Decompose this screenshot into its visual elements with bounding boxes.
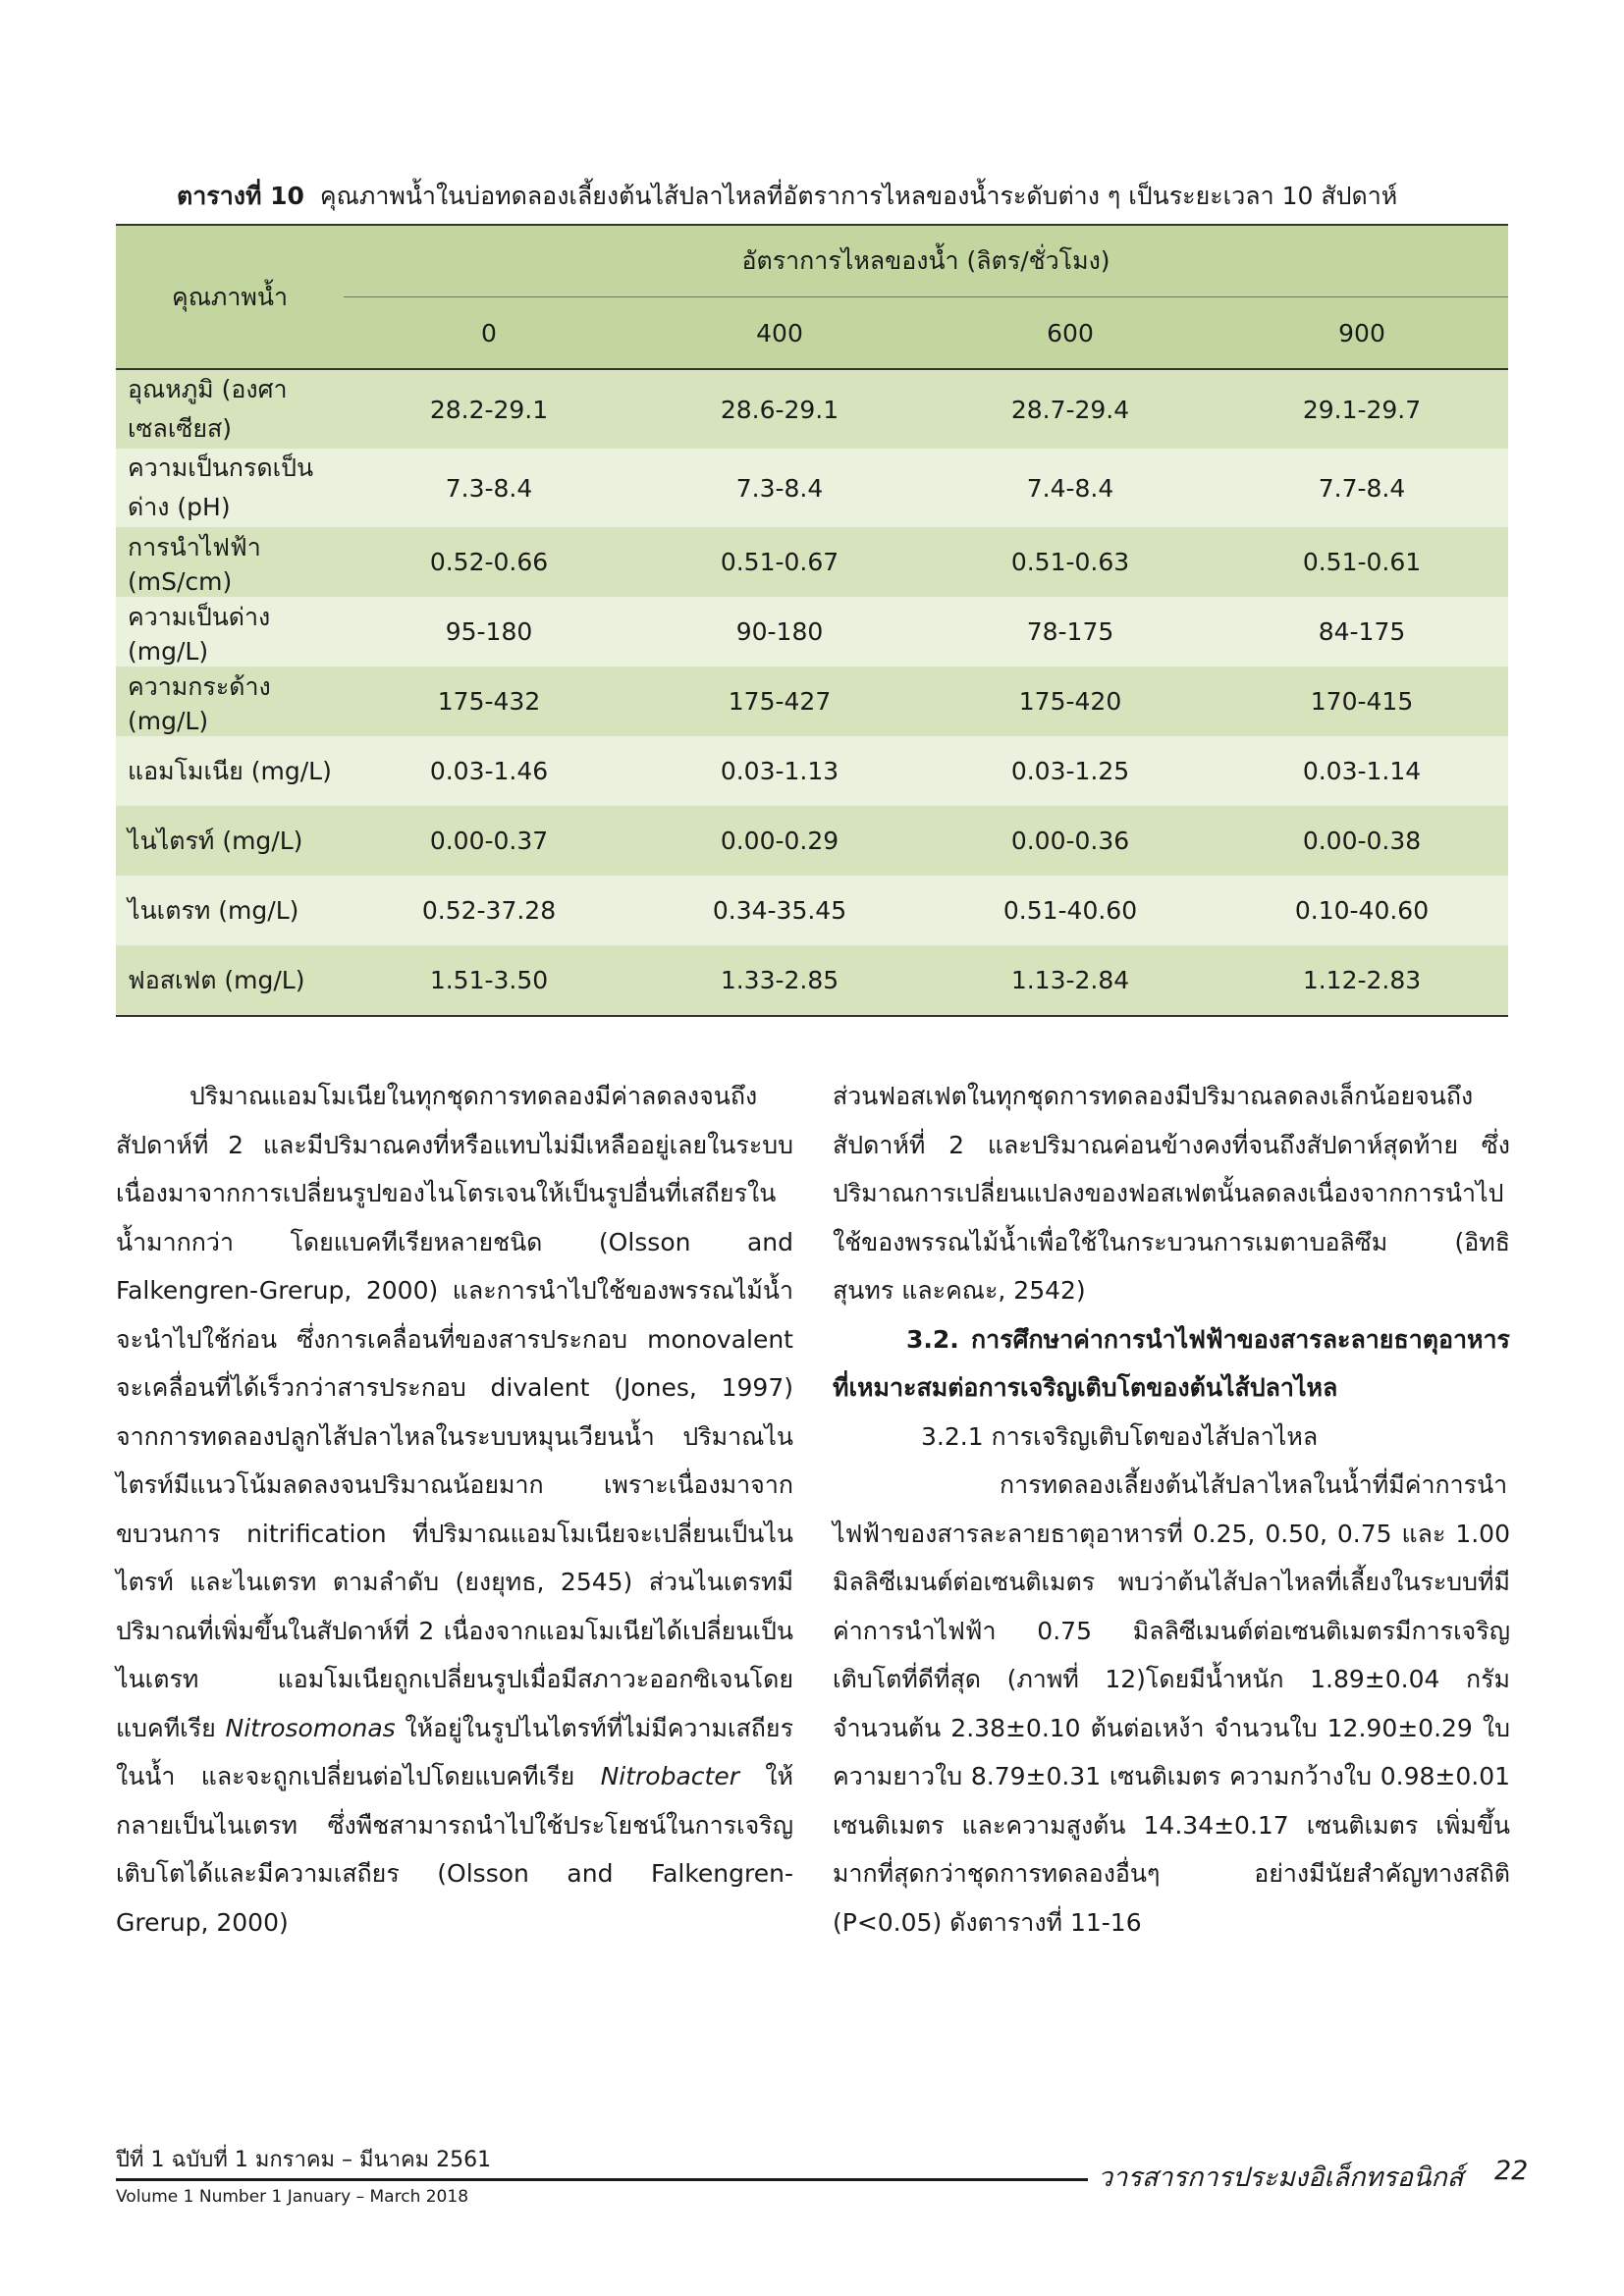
table-cell: 84-175 [1216, 597, 1508, 667]
table-cell: 28.7-29.4 [925, 369, 1216, 449]
table-cell: 29.1-29.7 [1216, 369, 1508, 449]
table-cell: 175-420 [925, 667, 1216, 736]
table-cell: 175-427 [634, 667, 925, 736]
paragraph-text: ให้อยู่ในรูปไนไตรท์ที่ไม่มีความเสถียรในน้ำ และจะถูกเปลี่ยนต่อไปโดยแบคทีเรีย [116, 1713, 793, 1790]
table-cell: 0.00-0.37 [344, 806, 634, 876]
table-cell: 0.03-1.25 [925, 736, 1216, 806]
water-quality-table [116, 224, 1508, 1017]
table-row [116, 597, 1508, 667]
row-parameter: ไนไตรท์ (mg/L) [116, 806, 344, 876]
table-cell: 28.6-29.1 [634, 369, 925, 449]
row-parameter: แอมโมเนีย (mg/L) [116, 736, 344, 806]
table-cell: 175-432 [344, 667, 634, 736]
table-cell: 90-180 [634, 597, 925, 667]
table-cell: 0.03-1.46 [344, 736, 634, 806]
row-parameter: ความกระด้าง (mg/L) [116, 667, 344, 736]
flow-rate-header: 400 [634, 297, 925, 370]
table-row [116, 527, 1508, 597]
page-number: 22 [1494, 2156, 1529, 2186]
table-caption [177, 177, 1551, 216]
row-parameter: ไนเตรท (mg/L) [116, 876, 344, 945]
right-column [833, 1072, 1510, 1947]
table-cell: 170-415 [1216, 667, 1508, 736]
table-cell: 0.10-40.60 [1216, 876, 1508, 945]
table-cell: 0.51-0.67 [634, 527, 925, 597]
table-cell: 0.52-37.28 [344, 876, 634, 945]
footer-issue-english: Volume 1 Number 1 January – March 2018 [116, 2187, 469, 2207]
table-row [116, 806, 1508, 876]
journal-name: วารสารการประมงอิเล็กทรอนิกส์ [1098, 2163, 1464, 2193]
table-group-header: อัตราการไหลของน้ำ (ลิตร/ชั่วโมง) [344, 225, 1508, 297]
row-parameter: อุณหภูมิ (องศาเซลเซียส) [116, 369, 344, 449]
table-cell: 7.4-8.4 [925, 449, 1216, 527]
table-caption-label: ตารางที่ 10 [177, 182, 304, 210]
row-parameter: ความเป็นกรดเป็นด่าง (pH) [116, 449, 344, 527]
paragraph-text: ปริมาณแอมโมเนียในทุกชุดการทดลองมีค่าลดลงจนถึงสัปดาห์ที่ 2 และมีปริมาณคงที่หรือแทบไม่มีเหลืออยู่เลยในระบบ เนื่องมาจากการเปลี่ยนรูปของไนโตรเจนให้เป็นรูปอื่นที่เสถียรในน้ำมากกว่า โดยแบคทีเรียหลายชนิด (Olsson and Falkengren-Grerup, 2000) และการนำไปใช้ของพรรณไม้น้ำจะนำไปใช้ก่อน ซึ่งการเคลื่อนที่ของสารประกอบ monovalent จะเคลื่อนที่ได้เร็วกว่าสารประกอบ divalent (Jones, 1997) จากการทดลองปลูกไส้ปลาไหลในระบบหมุนเวียนน้ำ ปริมาณไนไตรท์มีแนวโน้มลดลงจนปริมาณน้อยมาก เพราะเนื่องมาจากขบวนการ nitrification ที่ปริมาณแอมโมเนียจะเปลี่ยนเป็นไนไตรท์ และไนเตรท ตามลำดับ (ยงยุทธ, 2545) ส่วนไนเตรทมีปริมาณที่เพิ่มขึ้นในสัปดาห์ที่ 2 เนื่องจากแอมโมเนียได้เปลี่ยนเป็นไนเตรท แอมโมเนียถูกเปลี่ยนรูปเมื่อมีสภาวะออกซิเจนโดยแบคทีเรีย [116, 1082, 793, 1742]
table-row [116, 667, 1508, 736]
table-caption-text: คุณภาพน้ำในบ่อทดลองเลี้ยงต้นไส้ปลาไหลที่อัตราการไหลของน้ำระดับต่าง ๆ เป็นระยะเวลา 10 สัปดาห์ [319, 182, 1398, 210]
table-cell: 7.7-8.4 [1216, 449, 1508, 527]
table-cell: 0.51-0.63 [925, 527, 1216, 597]
paragraph-text: ให้กลายเป็นไนเตรท ซึ่งพืชสามารถนำไปใช้ประโยชน์ในการเจริญเติบโตได้และมีความเสถียร (Olsson and Falkengren-Grerup, 2000) [116, 1762, 793, 1937]
table-cell: 0.34-35.45 [634, 876, 925, 945]
table-cell: 0.51-40.60 [925, 876, 1216, 945]
flow-rate-header: 0 [344, 297, 634, 370]
row-parameter: ความเป็นด่าง (mg/L) [116, 597, 344, 667]
table-row [116, 876, 1508, 945]
bacteria-name: Nitrobacter [600, 1762, 739, 1790]
table-cell: 0.00-0.29 [634, 806, 925, 876]
footer-rule [116, 2178, 1088, 2181]
body-paragraph: การทดลองเลี้ยงต้นไส้ปลาไหลในน้ำที่มีค่าการนำไฟฟ้าของสารละลายธาตุอาหารที่ 0.25, 0.50, 0.75 และ 1.00 มิลลิซีเมนต์ต่อเซนติเมตร พบว่าต้นไส้ปลาไหลที่เลี้ยงในระบบที่มีค่าการนำไฟฟ้า 0.75 มิลลิซีเมนต์ต่อเซนติเมตรมีการเจริญเติบโตที่ดีที่สุด (ภาพที่ 12)โดยมีน้ำหนัก 1.89±0.04 กรัม จำนวนต้น 2.38±0.10 ต้นต่อเหง้า จำนวนใบ 12.90±0.29 ใบ ความยาวใบ 8.79±0.31 เซนติเมตร ความกว้างใบ 0.98±0.01 เซนติเมตร และความสูงต้น 14.34±0.17 เซนติเมตร เพิ่มขึ้นมากที่สุดกว่าชุดการทดลองอื่นๆ อย่างมีนัยสำคัญทางสถิติ (P<0.05) ดังตารางที่ 11-16 [833, 1470, 1510, 1937]
table-cell: 7.3-8.4 [634, 449, 925, 527]
table-cell: 1.51-3.50 [344, 945, 634, 1016]
table-row [116, 945, 1508, 1016]
table-cell: 0.00-0.36 [925, 806, 1216, 876]
table-cell: 95-180 [344, 597, 634, 667]
table-cell: 7.3-8.4 [344, 449, 634, 527]
footer-issue-thai: ปีที่ 1 ฉบับที่ 1 มกราคม – มีนาคม 2561 [116, 2148, 492, 2172]
bacteria-name: Nitrosomonas [225, 1713, 396, 1742]
flow-rate-header: 600 [925, 297, 1216, 370]
table-row [116, 369, 1508, 449]
table-cell: 1.13-2.84 [925, 945, 1216, 1016]
table-cell: 1.33-2.85 [634, 945, 925, 1016]
table-cell: 78-175 [925, 597, 1216, 667]
table-cell: 1.12-2.83 [1216, 945, 1508, 1016]
table-cell: 0.52-0.66 [344, 527, 634, 597]
row-parameter: การนำไฟฟ้า (mS/cm) [116, 527, 344, 597]
subsection-heading: 3.2.1 การเจริญเติบโตของไส้ปลาไหล [921, 1421, 1319, 1451]
table-cell: 28.2-29.1 [344, 369, 634, 449]
table-row [116, 736, 1508, 806]
row-parameter: ฟอสเฟต (mg/L) [116, 945, 344, 1016]
table-cell: 0.03-1.13 [634, 736, 925, 806]
body-paragraph: ส่วนฟอสเฟตในทุกชุดการทดลองมีปริมาณลดลงเล็กน้อยจนถึงสัปดาห์ที่ 2 และปริมาณค่อนข้างคงที่จนถึงสัปดาห์สุดท้าย ซึ่งปริมาณการเปลี่ยนแปลงของฟอสเฟตนั้นลดลงเนื่องจากการนำไปใช้ของพรรณไม้น้ำเพื่อใช้ในกระบวนการเมตาบอลิซึม (อิทธิสุนทร และคณะ, 2542) [833, 1082, 1510, 1305]
section-heading: 3.2. การศึกษาค่าการนำไฟฟ้าของสารละลายธาตุอาหารที่เหมาะสมต่อการเจริญเติบโตของต้นไส้ปลาไหล [833, 1324, 1510, 1402]
table-row [116, 449, 1508, 527]
left-column [116, 1072, 793, 1947]
table-cell: 0.51-0.61 [1216, 527, 1508, 597]
flow-rate-header: 900 [1216, 297, 1508, 370]
table-cell: 0.03-1.14 [1216, 736, 1508, 806]
body-paragraph [116, 1072, 793, 1947]
table-cell: 0.00-0.38 [1216, 806, 1508, 876]
table-corner-header: คุณภาพน้ำ [116, 225, 344, 369]
